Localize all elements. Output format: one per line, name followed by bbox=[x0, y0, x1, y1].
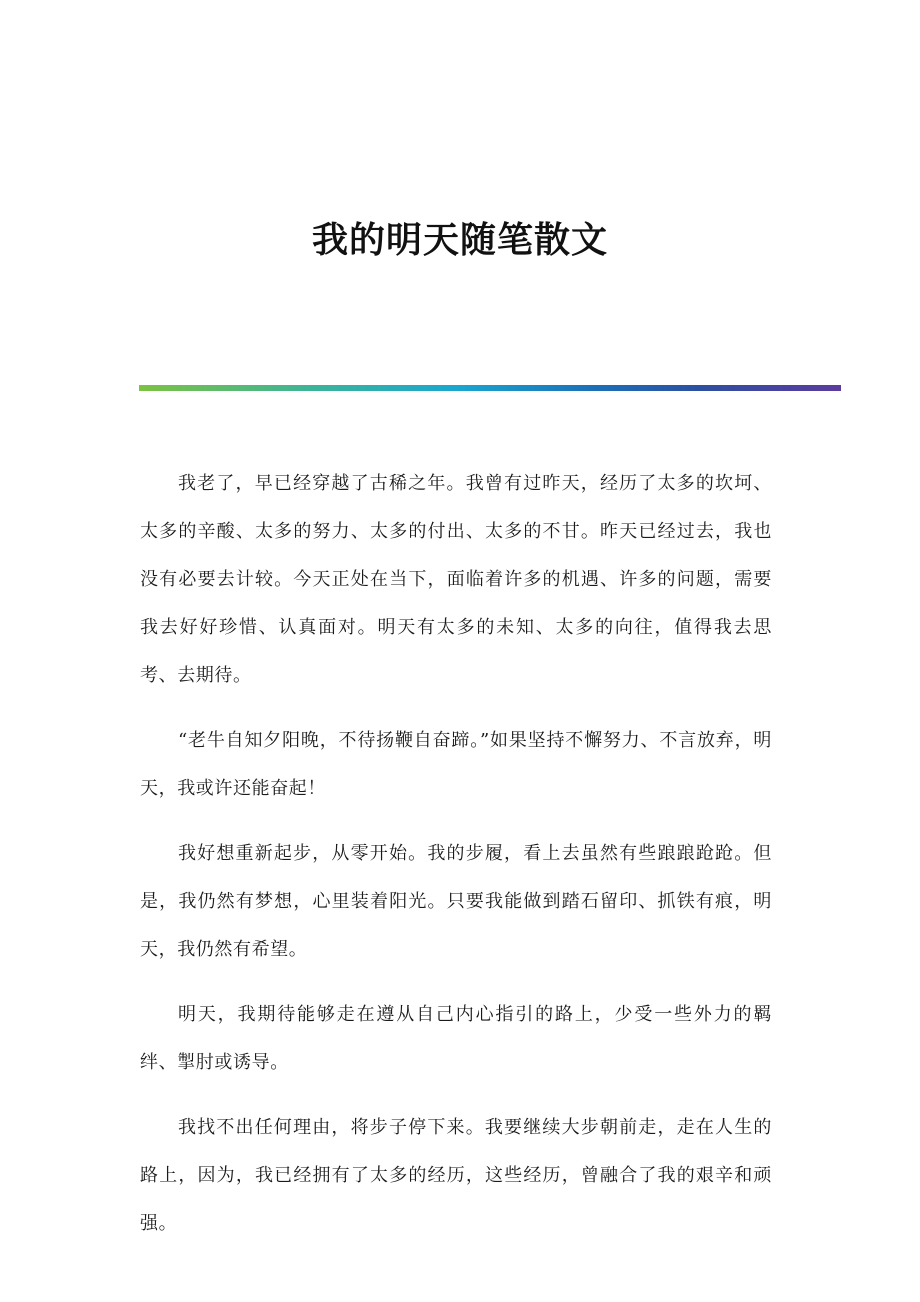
document-body bbox=[140, 460, 772, 1265]
paragraph-2: “老牛自知夕阳晚，不待扬鞭自奋蹄。”如果坚持不懈努力、不言放弃，明天，我或许还能奋起！ bbox=[140, 730, 772, 799]
paragraph-3: 我好想重新起步，从零开始。我的步履，看上去虽然有些踉踉跄跄。但是，我仍然有梦想，心里装着阳光。只要我能做到踏石留印、抓铁有痕，明天，我仍然有希望。 bbox=[140, 843, 772, 960]
document-title: 我的明天随笔散文 bbox=[311, 219, 608, 261]
paragraph-1: 我老了，早已经穿越了古稀之年。我曾有过昨天，经历了太多的坎坷、太多的辛酸、太多的努力、太多的付出、太多的不甘。昨天已经过去，我也没有必要去计较。今天正处在当下，面临着许多的机遇、许多的问题，需要我去好好珍惜、认真面对。明天有太多的未知、太多的向往，值得我去思考、去期待。 bbox=[140, 473, 772, 686]
paragraph-4: 明天，我期待能够走在遵从自己内心指引的路上，少受一些外力的羁绊、掣肘或诱导。 bbox=[140, 1004, 772, 1073]
gradient-divider bbox=[139, 385, 841, 391]
paragraph-5: 我找不出任何理由，将步子停下来。我要继续大步朝前走，走在人生的路上，因为，我已经拥有了太多的经历，这些经历，曾融合了我的艰辛和顽强。 bbox=[140, 1117, 772, 1234]
